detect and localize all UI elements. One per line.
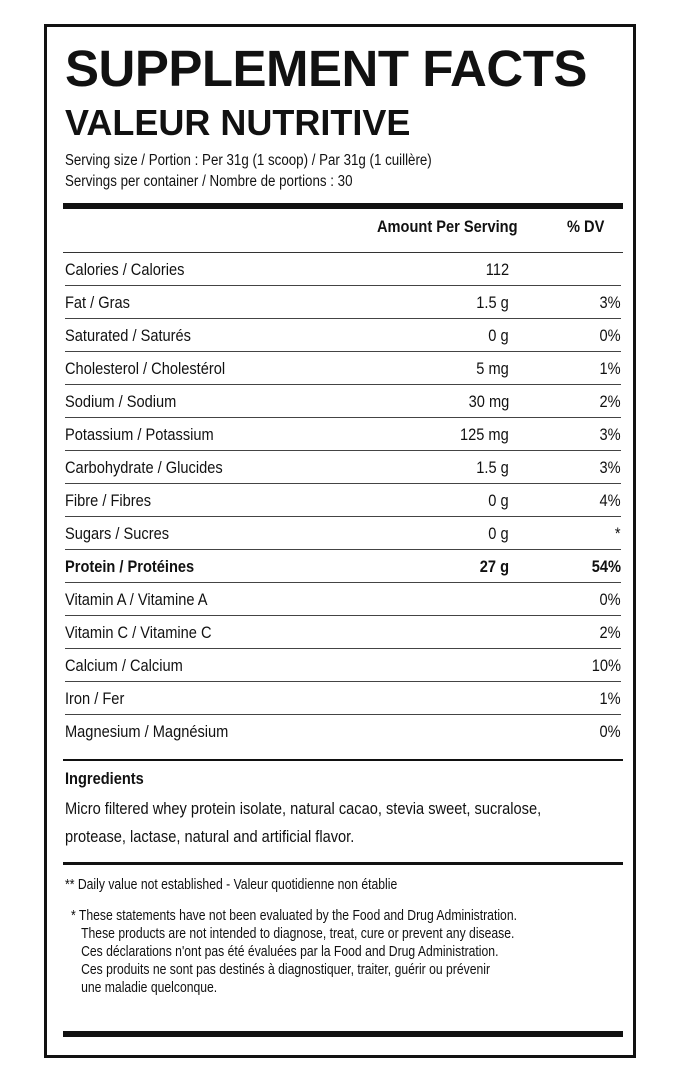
nutrient-dv: 3%	[599, 458, 621, 477]
nutrient-label: Fibre / Fibres	[65, 491, 152, 510]
nutrient-row	[65, 583, 621, 616]
ingredients-line: Micro filtered whey protein isolate, natural cacao, stevia sweet, sucralose,	[65, 799, 542, 818]
nutrient-label: Carbohydrate / Glucides	[65, 458, 223, 477]
nutrient-row	[65, 517, 621, 550]
nutrient-label: Vitamin A / Vitamine A	[65, 590, 208, 609]
nutrient-amount: 1.5 g	[476, 293, 509, 312]
nutrient-row	[65, 682, 621, 715]
nutrient-row	[65, 451, 621, 484]
ingredients-heading: Ingredients	[65, 769, 144, 788]
fda-line: These products are not intended to diagnose, treat, cure or prevent any disease.	[81, 926, 515, 942]
ingredients-text	[65, 795, 615, 851]
nutrient-label: Fat / Gras	[65, 293, 130, 312]
nutrient-dv: 3%	[599, 293, 621, 312]
nutrient-dv: 1%	[599, 359, 621, 378]
nutrient-label: Calories / Calories	[65, 260, 185, 279]
nutrient-row	[65, 319, 621, 352]
ingredients-line: protease, lactase, natural and artificial flavor.	[65, 827, 355, 846]
bottom-divider	[63, 1031, 623, 1037]
fda-disclaimer	[71, 907, 517, 997]
nutrient-dv: 0%	[599, 722, 621, 741]
nutrient-row	[65, 484, 621, 517]
supplement-facts-panel	[44, 24, 636, 1058]
nutrient-label: Vitamin C / Vitamine C	[65, 623, 212, 642]
servings-per-container: Servings per container / Nombre de portions : 30	[65, 173, 353, 190]
nutrient-label: Potassium / Potassium	[65, 425, 214, 444]
divider-thick	[63, 203, 623, 209]
daily-value-note: ** Daily value not established - Valeur quotidienne non établie	[65, 877, 398, 893]
nutrient-dv: *	[615, 524, 621, 543]
nutrient-label: Cholesterol / Cholestérol	[65, 359, 226, 378]
nutrient-dv: 4%	[599, 491, 621, 510]
nutrient-label: Iron / Fer	[65, 689, 125, 708]
nutrient-rows	[65, 253, 621, 748]
panel-subtitle: VALEUR NUTRITIVE	[65, 102, 411, 143]
nutrient-amount: 112	[485, 260, 509, 279]
nutrient-label: Sodium / Sodium	[65, 392, 177, 411]
nutrient-label: Protein / Protéines	[65, 557, 195, 576]
nutrient-label: Sugars / Sucres	[65, 524, 170, 543]
nutrient-row	[65, 253, 621, 286]
amount-per-serving-header: Amount Per Serving	[377, 217, 518, 236]
nutrient-amount: 0 g	[488, 491, 509, 510]
fda-line: une maladie quelconque.	[81, 980, 218, 996]
nutrient-amount: 1.5 g	[476, 458, 509, 477]
nutrient-amount: 0 g	[488, 326, 509, 345]
nutrient-row	[65, 550, 621, 583]
fda-line: Ces produits ne sont pas destinés à diagnostiquer, traiter, guérir ou prévenir	[81, 962, 491, 978]
nutrient-row	[65, 286, 621, 319]
nutrient-label: Calcium / Calcium	[65, 656, 183, 675]
panel-title: SUPPLEMENT FACTS	[65, 40, 587, 97]
nutrient-amount: 125 mg	[460, 425, 509, 444]
nutrient-row	[65, 352, 621, 385]
nutrient-dv: 3%	[599, 425, 621, 444]
nutrient-dv: 54%	[591, 557, 621, 576]
nutrient-dv: 10%	[591, 656, 621, 675]
nutrient-amount: 5 mg	[476, 359, 509, 378]
nutrient-dv: 0%	[599, 326, 621, 345]
nutrient-row	[65, 385, 621, 418]
nutrient-amount: 30 mg	[468, 392, 509, 411]
nutrient-amount: 27 g	[479, 557, 509, 576]
fda-line: * These statements have not been evaluated by the Food and Drug Administration.	[71, 908, 517, 924]
nutrient-amount: 0 g	[488, 524, 509, 543]
nutrient-dv: 0%	[599, 590, 621, 609]
nutrient-row	[65, 649, 621, 682]
nutrient-row	[65, 418, 621, 451]
nutrient-dv: 2%	[599, 392, 621, 411]
serving-size: Serving size / Portion : Per 31g (1 scoop) / Par 31g (1 cuillère)	[65, 152, 432, 169]
nutrient-dv: 1%	[599, 689, 621, 708]
nutrient-label: Magnesium / Magnésium	[65, 722, 229, 741]
nutrient-dv: 2%	[599, 623, 621, 642]
nutrient-row	[65, 715, 621, 748]
nutrient-row	[65, 616, 621, 649]
dv-header: % DV	[567, 217, 605, 236]
fda-line: Ces déclarations n'ont pas été évaluées par la Food and Drug Administration.	[81, 944, 499, 960]
nutrient-label: Saturated / Saturés	[65, 326, 191, 345]
ingredients-divider	[63, 759, 623, 761]
notes-divider	[63, 862, 623, 865]
